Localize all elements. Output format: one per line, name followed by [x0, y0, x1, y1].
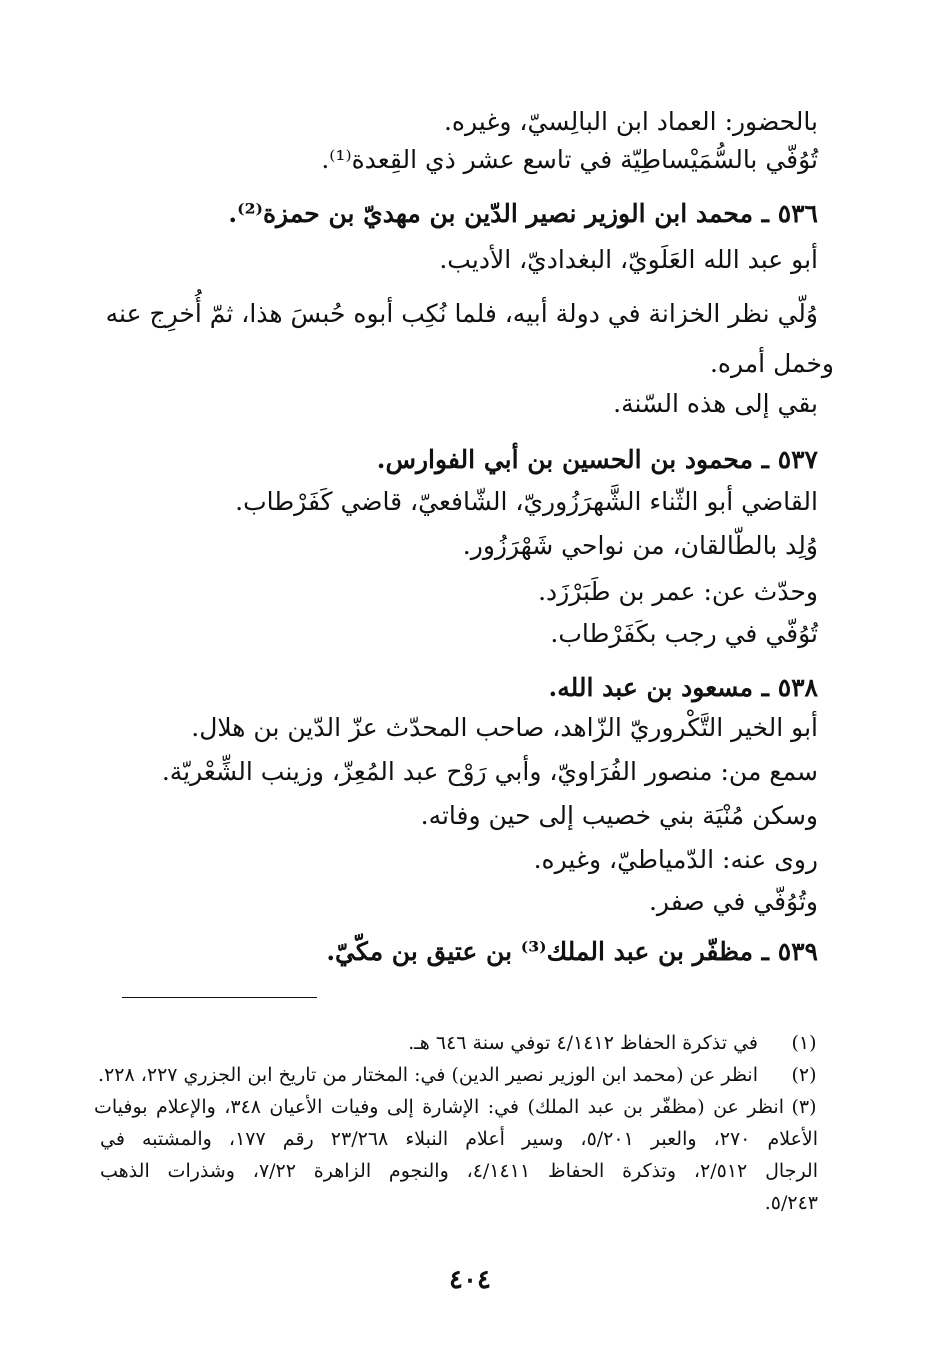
- body-line: بقي إلى هذه السّنة.: [613, 389, 818, 418]
- page-number: ٤٠٤: [449, 1265, 491, 1295]
- footnote-line: في تذكرة الحفاظ ٤/١٤١٢ توفي سنة ٦٤٦ هـ.: [408, 1032, 758, 1054]
- footnote-line: انظر عن (محمد ابن الوزير نصير الدين) في: المختار من تاريخ ابن الجزري ٢٢٧، ٢٢٨.: [98, 1064, 758, 1086]
- body-line: وخمل أمره.: [709, 349, 834, 378]
- body-line: أبو عبد الله العَلَويّ، البغداديّ، الأديب.: [439, 245, 818, 274]
- footnote-line: الرجال ٢/٥١٢، وتذكرة الحفاظ ٤/١٤١١، والنجوم الزاهرة ٧/٢٢، وشذرات الذهب: [100, 1160, 818, 1182]
- footnote-number: (١): [791, 1032, 817, 1054]
- footnote-line: انظر عن (مظفّر بن عبد الملك) في: الإشارة إلى وفيات الأعيان ٣٤٨، والإعلام بوفيات: [94, 1096, 784, 1118]
- body-line: وُلِد بالطّالقان، من نواحي شَهْرَزُور.: [462, 531, 818, 560]
- body-line: وُلّي نظر الخزانة في دولة أبيه، فلما نُكِب أبوه حُبسَ هذا، ثمّ أُخرِج عنه: [105, 299, 818, 328]
- body-line: بالحضور: العماد ابن البالِسيّ، وغيره.: [443, 107, 818, 136]
- entry-537-title: ٥٣٧ ـ محمود بن الحسين بن أبي الفوارس.: [376, 445, 818, 474]
- entry-536-title: ٥٣٦ ـ محمد ابن الوزير نصير الدّين بن مهديّ بن حمزة⁽²⁾.: [228, 199, 818, 228]
- body-line: روى عنه: الدّمياطيّ، وغيره.: [533, 845, 818, 874]
- footnote-line: الأعلام ٢٧٠، والعبر ٥/٢٠١، وسير أعلام النبلاء ٢٣/٢٦٨ رقم ١٧٧، والمشتبه في: [100, 1128, 819, 1150]
- body-line: القاضي أبو الثّناء الشَّهرَزُوريّ، الشّافعيّ، قاضي كَفَرْطاب.: [235, 487, 818, 516]
- body-line: سمع من: منصور الفُرَاويّ، وأبي رَوْح عبد المُعِزّ، وزينب الشِّعْريّة.: [161, 757, 818, 786]
- footnote-number: (٢): [791, 1064, 817, 1086]
- body-line: وسكن مُنْيَة بني خصيب إلى حين وفاته.: [420, 801, 818, 830]
- body-line: تُوُفّي بالسُّمَيْساطِيّة في تاسع عشر ذي القِعدة⁽¹⁾.: [321, 145, 818, 174]
- body-line: وتُوُفّي في صفر.: [648, 887, 818, 916]
- body-line: وحدّث عن: عمر بن طَبَرْزَد.: [538, 577, 818, 606]
- footnote-separator: [122, 997, 317, 998]
- entry-538-title: ٥٣٨ ـ مسعود بن عبد الله.: [548, 673, 818, 702]
- body-line: تُوُفّي في رجب بكَفَرْطاب.: [550, 619, 818, 648]
- entry-539-title: ٥٣٩ ـ مظفّر بن عبد الملك⁽³⁾ بن عتيق بن مكّيّ.: [326, 937, 818, 966]
- body-line: أبو الخير التَّكْروريّ الزّاهد، صاحب المحدّث عزّ الدّين بن هلال.: [191, 713, 818, 742]
- footnote-number: (٣): [791, 1096, 817, 1118]
- footnote-line: ٥/٢٤٣.: [764, 1192, 818, 1214]
